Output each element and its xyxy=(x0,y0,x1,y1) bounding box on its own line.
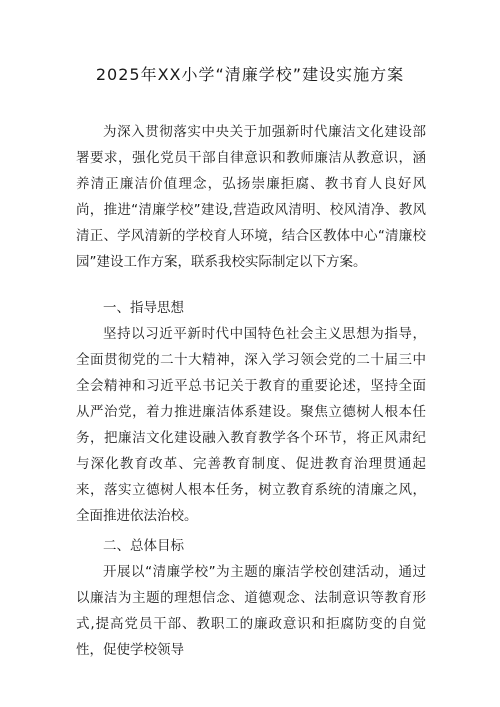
section-heading-overall-goal: 二、总体目标 xyxy=(103,538,184,554)
section-body-overall-goal: 开展以“清廉学校”为主题的廉洁学校创建活动，通过以廉洁为主题的理想信念、道德观念、法制意识等教育形式,提高党员干部、教职工的廉政意识和拒腐防变的自觉性，促使学校领导 xyxy=(76,564,426,658)
section-heading-guiding-ideology: 一、指导思想 xyxy=(103,300,184,316)
document-title: 2025年XX小学“清廉学校”建设实施方案 xyxy=(95,65,405,84)
intro-paragraph: 为深入贯彻落实中央关于加强新时代廉洁文化建设部署要求，强化党员干部自律意识和教师廉洁从教意识，涵养清正廉洁价值理念，弘扬崇廉拒腐、教书育人良好风尚，推进“清廉学校”建设,营造政风清明、校风清净、教风清正、学风清新的学校育人环境，结合区教体中心“清廉校园”建设工作方案，联系我校实际制定以下方案。 xyxy=(76,124,426,270)
section-body-guiding-ideology: 坚持以习近平新时代中国特色社会主义思想为指导，全面贯彻党的二十大精神，深入学习领会党的二十届三中全会精神和习近平总书记关于教育的重要论述，坚持全面从严治党，着力推进廉洁体系建设。聚焦立德树人根本任务，把廉洁文化建设融入教育教学各个环节，将正风肃纪与深化教育改革、完善教育制度、促进教育治理贯通起来，落实立德树人根本任务，树立教育系统的清廉之风，全面推进依法治校。 xyxy=(76,326,426,524)
